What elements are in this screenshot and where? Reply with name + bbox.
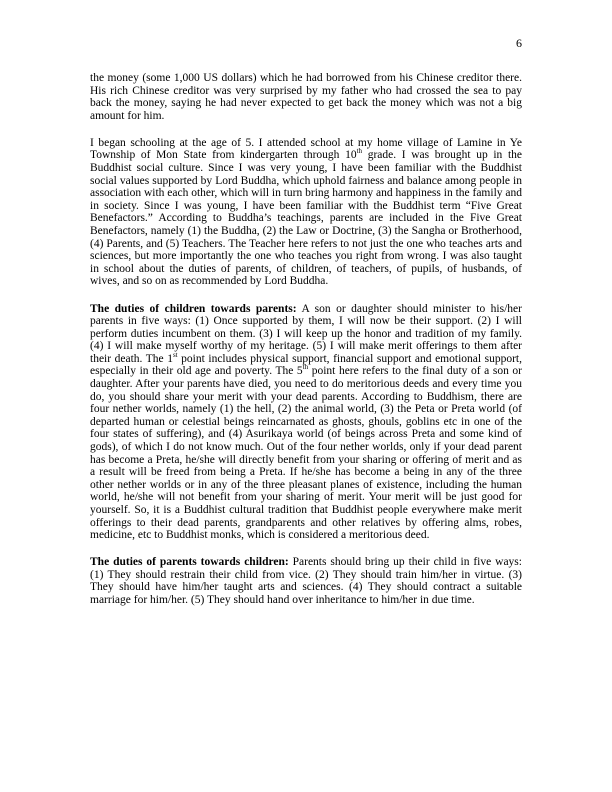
paragraph-text: the money (some 1,000 US dollars) which he had borrowed from his Chinese creditor there. His rich Chinese creditor was very surprised by my father who had crossed the sea to pay back the money, saying he had never expected to get back the money which was not a big amount for him. [90,72,522,122]
superscript: th [356,147,363,156]
section-heading: The duties of children towards parents: [90,302,297,315]
paragraph-text: I began schooling at the age of 5. I attended school at my home village of Lamine in Ye Township of Mon State from kindergarten through 10 [90,136,522,162]
paragraph-text: point here refers to the final duty of a son or daughter. After your parents have died, you need to do meritorious deeds and every time you do, you should share your merit with your dead parents. According to Buddhism, there are four nether worlds, namely (1) the hell, (2) the animal world, (3) the Peta or Preta world (of departed human or celestial beings reincarnated as ghosts, ghouls, goblins etc in one of the four states of suffering), and (4) Asurikaya world (of beings across Preta and some kind of gods), of which I do not know much. Out of the four nether worlds, only if your dead parent has become a Preta, he/she will directly benefit from your sharing or offering of merit and as a result will be freed from being a Preta. If he/she has become a being in any of the three other nether worlds or in any of the three pleasant planes of existence, including the human world, he/she will not benefit from your sharing of merit. Your merit will be just good for yourself. So, it is a Buddhist cultural tradition that Buddhist people everywhere make merit offerings to their dead parents, grandparents and other relatives by offering alms, robes, medicine, etc to Buddhist monks, which is considered a meritorious deed. [90,365,522,542]
paragraph-text: A son or daughter should minister to his/her parents in five ways: (1) Once supported by them, I will now be their support. (2) I will perform duties incumbent on them. (3) I will keep up the honor and tradition of my family. (4) I will make myself worthy of my heritage. (5) I will make merit offerings to them after their death. The 1 [90,302,522,365]
page-number: 6 [516,36,522,50]
paragraph-father-debt [90,72,522,122]
paragraph-text: point includes physical support, financial support and emotional support, especially in their old age and poverty. The 5 [90,352,522,378]
superscript: st [172,351,178,360]
document-body [90,72,522,621]
paragraph-duties-of-children [90,303,522,542]
paragraph-text: Parents should bring up their child in five ways: (1) They should restrain their child from vice. (2) They should train him/her in virtue. (3) They should have him/her taught arts and sciences. (4) They should contract a suitable marriage for him/her. (5) They should hand over inheritance to him/her in due time. [90,556,522,607]
section-heading: The duties of parents towards children: [90,556,289,569]
paragraph-schooling [90,137,522,288]
paragraph-text: grade. I was brought up in the Buddhist social culture. Since I was very young, I have been familiar with the Buddhist social values supported by Lord Buddha, which uphold fairness and balance among people in association with each other, which will in turn bring harmony and happiness in the family and in society. Since I was young, I have been familiar with the Buddhist term “Five Great Benefactors.” According to Buddha’s teachings, parents are included in the Five Great Benefactors, namely (1) the Buddha, (2) the Law or Doctrine, (3) the Sangha or Brotherhood, (4) Parents, and (5) Teachers. The Teacher here refers to not just the one who teaches arts and sciences, but more importantly the one who teaches you right from wrong. I was also taught in school about the duties of parents, of children, of teachers, of pupils, of husbands, of wives, and so on as recommended by Lord Buddha. [90,149,522,288]
paragraph-duties-of-parents [90,556,522,606]
superscript: th [302,363,309,372]
